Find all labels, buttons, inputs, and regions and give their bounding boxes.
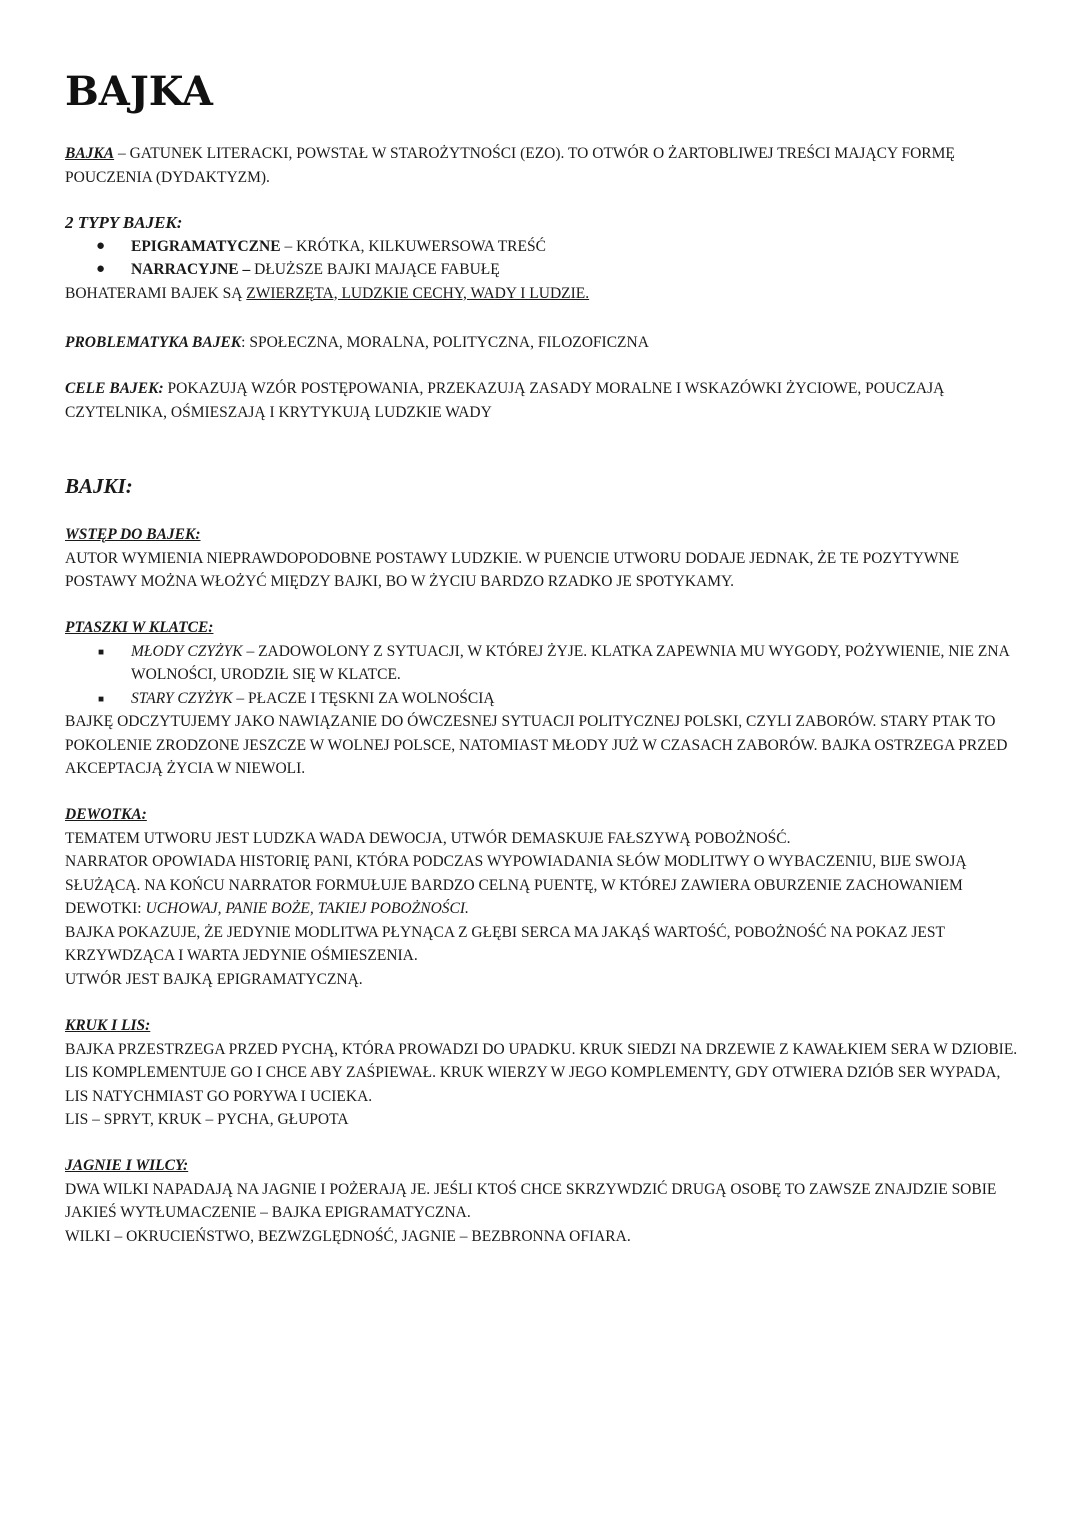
definition-paragraph <box>65 142 1025 189</box>
problems-text: : SPOŁECZNA, MORALNA, POLITYCZNA, FILOZOFICZNA <box>241 334 649 351</box>
types-section <box>65 211 1025 305</box>
list-item <box>65 258 1025 282</box>
heroes-line <box>65 282 1025 306</box>
bullet-dot-icon: ● <box>96 261 106 277</box>
section-summary: WILKI – OKRUCIEŃSTWO, BEZWZGLĘDNOŚĆ, JAGNIE – BEZBRONNA OFIARA. <box>65 1227 631 1245</box>
section-title: KRUK I LIS: <box>65 1017 151 1034</box>
problems-paragraph <box>65 331 1025 355</box>
ptaszki-list <box>65 640 1025 711</box>
section-text: AUTOR WYMIENIA NIEPRAWDOPODOBNE POSTAWY LUDZKIE. W PUENCIE UTWORU DODAJE JEDNAK, ŻE TE POZYTYWNE POSTAWY MOŻNA WŁOŻYĆ MIĘDZY BAJKI, BO W ŻYCIU BARDZO RZADKO JE SPOTYKAMY. <box>65 549 960 590</box>
goals-text: POKAZUJĄ WZÓR POSTĘPOWANIA, PRZEKAZUJĄ ZASADY MORALNE I WSKAZÓWKI ŻYCIOWE, POUCZAJĄ CZYTELNIKA, OŚMIESZAJĄ I KRYTYKUJĄ LUDZKIE WADY <box>65 380 945 421</box>
section-title: PTASZKI W KLATCE: <box>65 619 214 636</box>
section-text: NARRATOR OPOWIADA HISTORIĘ PANI, KTÓRA PODCZAS WYPOWIADANIA SŁÓW MODLITWY O WYBACZENIU, BIJE SWOJĄ SŁUŻĄCĄ. NA KOŃCU NARRATOR FORMUŁUJE BARDZO CELNĄ PUENTĘ, W KTÓREJ ZAWIERA OBURZENIE ZACHOWANIEM DEWOTKI: <box>65 853 967 917</box>
bullet-square-icon: ■ <box>98 646 105 658</box>
definition-label: BAJKA <box>65 145 115 162</box>
section-dewotka <box>65 803 1025 991</box>
section-text: UTWÓR JEST BAJKĄ EPIGRAMATYCZNĄ. <box>65 970 363 988</box>
list-item <box>65 640 1025 687</box>
type-desc: – KRÓTKA, KILKUWERSOWA TREŚĆ <box>280 237 546 255</box>
types-heading: 2 TYPY BAJEK: <box>65 213 183 232</box>
character-desc: – ZADOWOLONY Z SYTUACJI, W KTÓREJ ŻYJE. KLATKA ZAPEWNIA MU WYGODY, POŻYWIENIE, NIE ZNA WOLNOŚCI, URODZIŁ SIĘ W KLATCE. <box>131 642 1009 683</box>
section-wstep <box>65 523 1025 594</box>
section-text: BAJKĘ ODCZYTUJEMY JAKO NAWIĄZANIE DO ÓWCZESNEJ SYTUACJI POLITYCZNEJ POLSKI, CZYLI ZABORÓW. STARY PTAK TO POKOLENIE ZRODZONE JESZCZE W WOLNEJ POLSCE, NATOMIAST MŁODY JUŻ W CZASACH ZABORÓW. BAJKA OSTRZEGA PRZED AKCEPTACJĄ ŻYCIA W NIEWOLI. <box>65 713 1008 777</box>
fables-heading: BAJKI: <box>65 474 133 498</box>
goals-label: CELE BAJEK: <box>65 380 164 397</box>
list-item <box>65 687 1025 711</box>
bullet-dot-icon: ● <box>96 237 106 254</box>
type-name: EPIGRAMATYCZNE <box>131 237 281 255</box>
section-title: DEWOTKA: <box>65 806 147 823</box>
section-text: BAJKA PRZESTRZEGA PRZED PYCHĄ, KTÓRA PROWADZI DO UPADKU. KRUK SIEDZI NA DRZEWIE Z KAWAŁKIEM SERA W DZIOBIE. LIS KOMPLEMENTUJE GO I CHCE ABY ZAŚPIEWAŁ. KRUK WIERZY W JEGO KOMPLEMENTY, GDY OTWIERA DZIÓB SER WYPADA, LIS NATYCHMIAST GO PORYWA I UCIEKA. <box>65 1040 1018 1105</box>
quote: UCHOWAJ, PANIE BOŻE, TAKIEJ POBOŻNOŚCI. <box>145 900 469 917</box>
definition-text: – GATUNEK LITERACKI, POWSTAŁ W STAROŻYTNOŚCI (EZO). TO OTWÓR O ŻARTOBLIWEJ TREŚCI MAJĄCY FORMĘ POUCZENIA (DYDAKTYZM). <box>65 145 955 186</box>
section-text: BAJKA POKAZUJE, ŻE JEDYNIE MODLITWA PŁYNĄCA Z GŁĘBI SERCA MA JAKĄŚ WARTOŚĆ, POBOŻNOŚĆ NA POKAZ JEST KRZYWDZĄCA I WARTA JEDYNIE OŚMIESZENIA. <box>65 923 945 964</box>
character-name: STARY CZYŻYK <box>131 689 233 707</box>
character-name: MŁODY CZYŻYK <box>131 642 243 660</box>
section-title: JAGNIE I WILCY: <box>65 1157 189 1174</box>
section-jagnie <box>65 1154 1025 1248</box>
heroes-list: ZWIERZĘTA, LUDZKIE CECHY, WADY I LUDZIE. <box>246 284 590 302</box>
section-kruk <box>65 1014 1025 1132</box>
bullet-square-icon: ■ <box>98 693 105 705</box>
page-title: BAJKA <box>65 68 213 115</box>
section-title: WSTĘP DO BAJEK: <box>65 526 201 543</box>
heroes-prefix: BOHATERAMI BAJEK SĄ <box>65 284 247 302</box>
types-list <box>65 235 1025 282</box>
section-text: TEMATEM UTWORU JEST LUDZKA WADA DEWOCJA, UTWÓR DEMASKUJE FAŁSZYWĄ POBOŻNOŚĆ. <box>65 829 791 847</box>
goals-paragraph <box>65 377 1025 424</box>
list-item <box>65 235 1025 259</box>
section-text: DWA WILKI NAPADAJĄ NA JAGNIE I POŻERAJĄ JE. JEŚLI KTOŚ CHCE SKRZYWDZIĆ DRUGĄ OSOBĘ TO ZAWSZE ZNAJDZIE SOBIE JAKIEŚ WYTŁUMACZENIE – BAJKA EPIGRAMATYCZNA. <box>65 1180 997 1221</box>
section-ptaszki <box>65 616 1025 781</box>
problems-label: PROBLEMATYKA BAJEK <box>65 334 242 351</box>
type-name: NARRACYJNE – <box>131 261 251 278</box>
character-desc: – PŁACZE I TĘSKNI ZA WOLNOŚCIĄ <box>232 689 495 707</box>
type-desc: DŁUŻSZE BAJKI MAJĄCE FABUŁĘ <box>250 261 500 278</box>
section-text-with-quote <box>65 850 1025 921</box>
section-summary: LIS – SPRYT, KRUK – PYCHA, GŁUPOTA <box>65 1111 349 1128</box>
